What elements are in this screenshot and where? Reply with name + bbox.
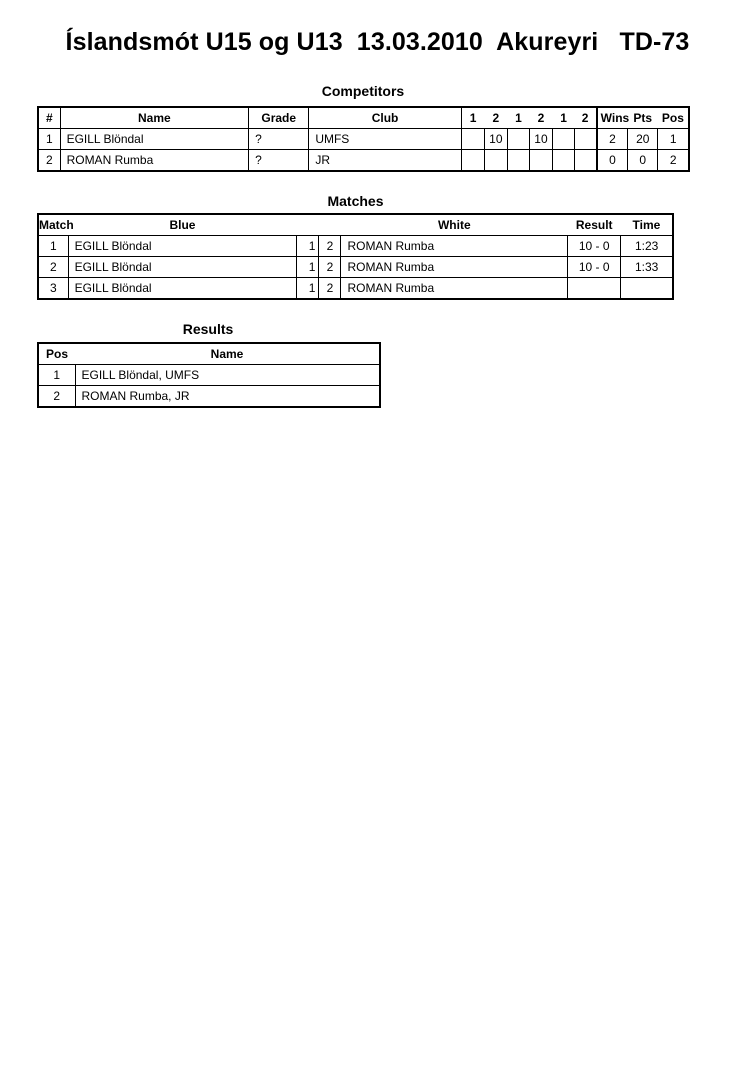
header-spacer	[297, 214, 319, 236]
matches-header-row	[38, 214, 673, 236]
competitor-name: ROMAN Rumba	[60, 150, 249, 172]
match-white-num: 2	[319, 257, 341, 278]
table-row	[38, 257, 673, 278]
col-header-pos: Pos	[45, 347, 68, 361]
match-blue-num: 1	[297, 236, 319, 257]
score-cell	[507, 150, 529, 172]
col-header-match: Match	[39, 218, 74, 232]
match-blue: EGILL Blöndal	[68, 278, 297, 300]
col-header-wins: Wins	[597, 107, 628, 129]
competitor-num: 1	[38, 129, 60, 150]
results-table	[37, 342, 381, 408]
score-cell	[553, 150, 575, 172]
col-header-time: Time	[632, 218, 661, 232]
match-blue: EGILL Blöndal	[68, 236, 297, 257]
header-spacer	[319, 214, 341, 236]
col-header-pos: Pos	[658, 107, 689, 129]
competitor-club: JR	[309, 150, 461, 172]
match-result	[568, 278, 621, 300]
competitors-header-row	[38, 107, 689, 129]
col-header-score: 2	[492, 111, 500, 125]
table-row	[38, 365, 380, 386]
col-header-name: Name	[60, 107, 249, 129]
match-number: 1	[38, 236, 68, 257]
match-number: 3	[38, 278, 68, 300]
competitor-grade: ?	[249, 150, 309, 172]
match-white: ROMAN Rumba	[341, 236, 568, 257]
table-row	[38, 278, 673, 300]
matches-table	[37, 213, 674, 300]
competitor-name: EGILL Blöndal	[60, 129, 249, 150]
score-cell	[575, 129, 597, 150]
score-cell	[461, 129, 484, 150]
col-header-grade: Grade	[249, 107, 309, 129]
competitor-pos: 2	[658, 150, 689, 172]
result-name: EGILL Blöndal, UMFS	[75, 365, 380, 386]
page-title: Íslandsmót U15 og U13 13.03.2010 Akureyri TD-73	[65, 28, 690, 56]
competitor-num: 2	[38, 150, 60, 172]
col-header-blue: Blue	[169, 218, 196, 232]
match-white: ROMAN Rumba	[341, 278, 568, 300]
col-header-score: 1	[515, 111, 522, 125]
col-header-score: 2	[575, 107, 597, 129]
results-header-row	[38, 343, 380, 365]
col-header-score: 1	[469, 111, 477, 125]
match-white: ROMAN Rumba	[341, 257, 568, 278]
competitor-wins: 2	[597, 129, 628, 150]
competitors-heading: Competitors	[321, 83, 405, 99]
col-header-pts: Pts	[628, 107, 658, 129]
col-header-club: Club	[309, 107, 461, 129]
result-pos: 1	[38, 365, 75, 386]
match-white-num: 2	[319, 236, 341, 257]
col-header-white: White	[437, 218, 471, 232]
competitor-wins: 0	[597, 150, 628, 172]
table-row	[38, 150, 689, 172]
competitor-grade: ?	[249, 129, 309, 150]
col-header-result: Result	[575, 218, 613, 232]
result-pos: 2	[38, 386, 75, 408]
match-blue-num: 1	[297, 257, 319, 278]
col-header-score: 2	[537, 111, 545, 125]
match-time	[621, 278, 673, 300]
competitors-table	[37, 106, 690, 172]
matches-heading: Matches	[327, 193, 384, 209]
score-cell: 10	[484, 129, 507, 150]
col-header-score: 1	[560, 111, 567, 125]
col-header-name: Name	[210, 347, 244, 361]
competitor-club: UMFS	[309, 129, 461, 150]
score-cell	[461, 150, 484, 172]
match-number: 2	[38, 257, 68, 278]
score-cell: 10	[529, 129, 552, 150]
table-row	[38, 386, 380, 408]
match-time: 1:33	[621, 257, 673, 278]
match-blue-num: 1	[297, 278, 319, 300]
match-white-num: 2	[319, 278, 341, 300]
match-result: 10 - 0	[568, 257, 621, 278]
result-name: ROMAN Rumba, JR	[75, 386, 380, 408]
match-result: 10 - 0	[568, 236, 621, 257]
score-cell	[484, 150, 507, 172]
col-header-num: #	[38, 107, 60, 129]
score-cell	[553, 129, 575, 150]
competitor-pos: 1	[658, 129, 689, 150]
score-cell	[507, 129, 529, 150]
score-cell	[575, 150, 597, 172]
match-time: 1:23	[621, 236, 673, 257]
match-blue: EGILL Blöndal	[68, 257, 297, 278]
results-heading: Results	[182, 321, 234, 337]
table-row	[38, 236, 673, 257]
table-row	[38, 129, 689, 150]
competitor-pts: 0	[628, 150, 658, 172]
score-cell	[529, 150, 552, 172]
competitor-pts: 20	[628, 129, 658, 150]
